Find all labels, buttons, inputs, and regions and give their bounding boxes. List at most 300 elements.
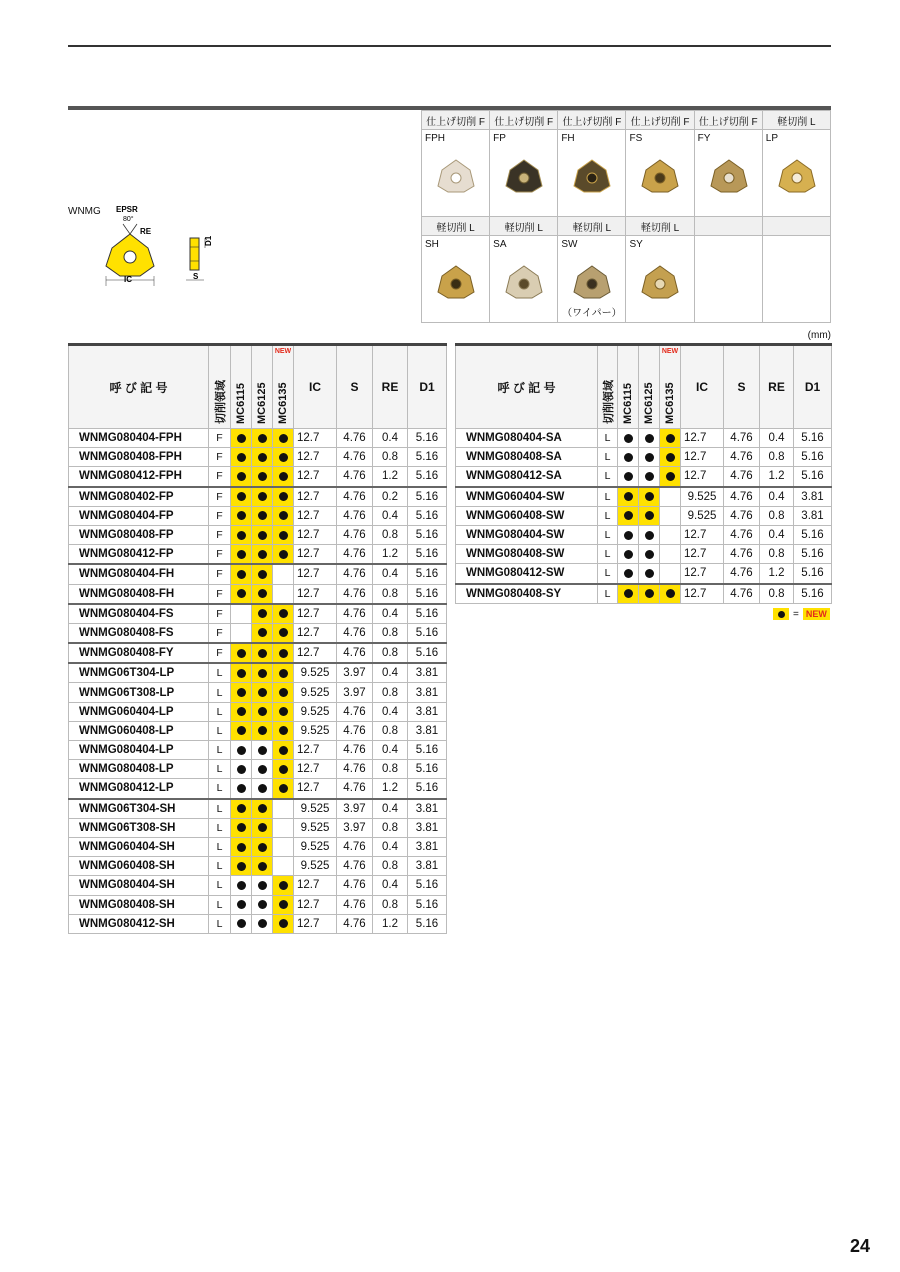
product-code: WNMG080404-FP [69, 506, 209, 525]
grade-availability [252, 584, 273, 604]
d1-value: 5.16 [408, 895, 447, 914]
d1-value: 5.16 [408, 564, 447, 584]
available-dot-icon [279, 746, 288, 755]
product-code: WNMG080412-SA [456, 467, 598, 487]
product-code: WNMG080404-SA [456, 429, 598, 448]
available-dot-icon [237, 492, 246, 501]
d1-value: 3.81 [408, 683, 447, 702]
ic-value: 9.525 [294, 702, 337, 721]
table-row [69, 799, 447, 819]
table-row [69, 895, 447, 914]
available-dot-icon [279, 726, 288, 735]
product-code: WNMG080404-FH [69, 564, 209, 584]
available-dot-icon [237, 765, 246, 774]
available-dot-icon [258, 765, 267, 774]
grade-availability [252, 837, 273, 856]
product-code: WNMG080408-FPH [69, 448, 209, 467]
d1-value: 3.81 [408, 857, 447, 876]
d1-value: 5.16 [794, 584, 832, 604]
product-code: WNMG080408-SA [456, 448, 598, 467]
available-dot-icon [237, 649, 246, 658]
re-value: 0.4 [760, 525, 794, 544]
available-dot-icon [279, 511, 288, 520]
s-value: 4.76 [724, 545, 760, 564]
s-value: 4.76 [337, 525, 373, 544]
available-dot-icon [237, 784, 246, 793]
available-dot-icon [258, 550, 267, 559]
grade-availability [252, 721, 273, 740]
re-value: 1.2 [373, 914, 408, 933]
cutting-region: L [598, 429, 618, 448]
s-value: 4.76 [337, 564, 373, 584]
grade-availability [231, 741, 252, 760]
grade-availability [231, 760, 252, 779]
s-value: 4.76 [337, 545, 373, 565]
available-dot-icon [645, 589, 654, 598]
table-row [69, 818, 447, 837]
d1-value: 5.16 [408, 545, 447, 565]
available-dot-icon [258, 609, 267, 618]
available-dot-icon [645, 531, 654, 540]
grade-availability [231, 643, 252, 663]
grade-availability [618, 467, 639, 487]
available-dot-icon [258, 707, 267, 716]
d1-value: 5.16 [408, 429, 447, 448]
grade-availability [231, 584, 252, 604]
breaker-code: SW [561, 239, 578, 250]
grade-availability [273, 760, 294, 779]
available-dot-icon [279, 707, 288, 716]
available-dot-icon [279, 531, 288, 540]
d1-value: 5.16 [794, 429, 832, 448]
s-value: 4.76 [337, 760, 373, 779]
col-header-name: 呼 び 記 号 [456, 345, 598, 429]
available-dot-icon [279, 609, 288, 618]
grade-availability [660, 487, 681, 507]
grade-availability [618, 448, 639, 467]
s-value: 4.76 [337, 779, 373, 799]
s-value: 4.76 [337, 876, 373, 895]
grade-availability [231, 564, 252, 584]
grade-availability [231, 525, 252, 544]
table-row [69, 525, 447, 544]
grade-availability [660, 564, 681, 584]
d1-value: 5.16 [408, 448, 447, 467]
grade-availability [618, 506, 639, 525]
d1-value: 3.81 [408, 702, 447, 721]
s-value: 4.76 [724, 506, 760, 525]
d1-value: 5.16 [408, 604, 447, 624]
cutting-region: F [209, 643, 231, 663]
re-value: 1.2 [373, 779, 408, 799]
available-dot-icon [237, 746, 246, 755]
available-dot-icon [279, 919, 288, 928]
ic-value: 12.7 [294, 584, 337, 604]
insert-photo-icon [504, 158, 544, 194]
grade-availability [273, 683, 294, 702]
available-dot-icon [258, 900, 267, 909]
d1-value: 5.16 [408, 506, 447, 525]
s-value: 4.76 [724, 429, 760, 448]
table-row [69, 721, 447, 740]
ic-value: 12.7 [294, 487, 337, 507]
s-value: 4.76 [337, 584, 373, 604]
table-row [69, 760, 447, 779]
grade-availability [252, 623, 273, 643]
col-header-d1: D1 [408, 345, 447, 429]
grade-availability [273, 895, 294, 914]
ic-value: 9.525 [294, 683, 337, 702]
d1-value: 5.16 [408, 584, 447, 604]
grade-availability [252, 895, 273, 914]
available-dot-icon [258, 434, 267, 443]
re-value: 1.2 [760, 564, 794, 584]
breaker-code: FPH [425, 133, 445, 144]
available-dot-icon [279, 688, 288, 697]
table-row [69, 876, 447, 895]
grid-header: 仕上げ切削 F [490, 111, 558, 130]
table-row [456, 584, 832, 604]
grade-availability [618, 564, 639, 584]
product-code: WNMG080412-FPH [69, 467, 209, 487]
available-dot-icon [258, 453, 267, 462]
grade-availability [231, 876, 252, 895]
grade-availability [273, 525, 294, 544]
grade-availability [273, 545, 294, 565]
cutting-region: F [209, 525, 231, 544]
grade-availability [660, 429, 681, 448]
available-dot-icon [237, 843, 246, 852]
table-row [69, 741, 447, 760]
available-dot-icon [237, 707, 246, 716]
re-value: 0.8 [373, 818, 408, 837]
grid-header-row-1 [422, 111, 831, 130]
re-value: 0.8 [373, 857, 408, 876]
re-value: 0.4 [373, 506, 408, 525]
available-dot-icon [237, 726, 246, 735]
grid-header: 軽切削 L [490, 217, 558, 236]
cutting-region: L [209, 837, 231, 856]
cutting-region: L [598, 584, 618, 604]
available-dot-icon [645, 550, 654, 559]
grade-availability [273, 584, 294, 604]
col-header-mc6125: MC6125 [252, 345, 273, 429]
cutting-region: F [209, 429, 231, 448]
re-value: 0.4 [373, 741, 408, 760]
cutting-region: L [209, 741, 231, 760]
available-dot-icon [237, 550, 246, 559]
d1-value: 3.81 [408, 721, 447, 740]
d1-value: 5.16 [408, 876, 447, 895]
grade-availability [273, 857, 294, 876]
col-header-mc6135: NEW MC6135 [660, 345, 681, 429]
table-row [69, 584, 447, 604]
table-row [69, 545, 447, 565]
available-dot-icon [258, 843, 267, 852]
d1-value: 5.16 [408, 467, 447, 487]
available-dot-icon [666, 453, 675, 462]
insert-photo-icon [572, 264, 612, 300]
cutting-region: L [209, 857, 231, 876]
table-row [456, 506, 832, 525]
table-row [456, 448, 832, 467]
table-row [69, 837, 447, 856]
grade-availability [231, 702, 252, 721]
ic-value: 12.7 [681, 448, 724, 467]
col-header-name: 呼 び 記 号 [69, 345, 209, 429]
legend-new: NEW [803, 608, 830, 620]
d1-value: 5.16 [408, 914, 447, 933]
grade-availability [252, 429, 273, 448]
grade-availability [639, 545, 660, 564]
grade-availability [252, 467, 273, 487]
product-code: WNMG080412-LP [69, 779, 209, 799]
grade-availability [639, 448, 660, 467]
cutting-region: F [209, 564, 231, 584]
insert-cell-sa [490, 236, 558, 323]
available-dot-icon [237, 919, 246, 928]
grid-image-row-1 [422, 130, 831, 217]
grade-availability [273, 487, 294, 507]
available-dot-icon [258, 746, 267, 755]
cutting-region: L [209, 779, 231, 799]
available-dot-icon [624, 453, 633, 462]
table-row [69, 604, 447, 624]
available-dot-icon [666, 472, 675, 481]
grade-availability [231, 721, 252, 740]
grid-header: 仕上げ切削 F [626, 111, 694, 130]
product-code: WNMG080404-LP [69, 741, 209, 760]
ic-value: 12.7 [294, 429, 337, 448]
insert-photo-icon [572, 158, 612, 194]
re-value: 0.4 [373, 702, 408, 721]
insert-cell-sw [558, 236, 626, 323]
available-dot-icon [666, 434, 675, 443]
col-header-re: RE [760, 345, 794, 429]
available-dot-icon [258, 649, 267, 658]
available-dot-icon [279, 472, 288, 481]
cutting-region: L [598, 545, 618, 564]
breaker-code: FY [697, 133, 711, 144]
unit-label: (mm) [807, 330, 831, 341]
product-code: WNMG080408-FH [69, 584, 209, 604]
available-dot-icon [258, 862, 267, 871]
table-row [69, 914, 447, 933]
grade-availability [231, 779, 252, 799]
available-dot-icon [279, 900, 288, 909]
product-code: WNMG080408-FY [69, 643, 209, 663]
insert-photo-icon [436, 264, 476, 300]
cutting-region: L [598, 487, 618, 507]
ic-value: 12.7 [681, 429, 724, 448]
available-dot-icon [258, 589, 267, 598]
available-dot-icon [624, 569, 633, 578]
available-dot-icon [237, 804, 246, 813]
grade-availability [231, 818, 252, 837]
grade-availability [273, 429, 294, 448]
product-code: WNMG080404-SW [456, 525, 598, 544]
grade-availability [231, 914, 252, 933]
breaker-code: SH [425, 239, 439, 250]
product-code: WNMG080412-SH [69, 914, 209, 933]
ic-value: 12.7 [681, 584, 724, 604]
product-code: WNMG060408-SW [456, 506, 598, 525]
available-dot-icon [258, 688, 267, 697]
available-dot-icon [279, 453, 288, 462]
available-dot-icon [279, 881, 288, 890]
available-dot-icon [258, 570, 267, 579]
available-dot-icon [258, 492, 267, 501]
re-value: 1.2 [373, 467, 408, 487]
grade-availability [231, 604, 252, 624]
cutting-region: F [209, 487, 231, 507]
d1-value: 3.81 [794, 506, 832, 525]
d1-value: 3.81 [408, 799, 447, 819]
angle-label: 80° [123, 216, 134, 223]
grade-availability [231, 837, 252, 856]
cutting-region: L [598, 448, 618, 467]
legend-dot-icon [773, 608, 789, 620]
grade-availability [231, 506, 252, 525]
product-code: WNMG06T308-SH [69, 818, 209, 837]
re-value: 1.2 [373, 545, 408, 565]
cutting-region: F [209, 448, 231, 467]
available-dot-icon [237, 453, 246, 462]
available-dot-icon [237, 511, 246, 520]
ic-value: 9.525 [294, 857, 337, 876]
available-dot-icon [237, 669, 246, 678]
grade-availability [273, 818, 294, 837]
cutting-region: F [209, 467, 231, 487]
product-code: WNMG080412-FP [69, 545, 209, 565]
available-dot-icon [258, 628, 267, 637]
table-row [69, 643, 447, 663]
s-value: 4.76 [337, 914, 373, 933]
cutting-region: L [209, 895, 231, 914]
product-code: WNMG080408-FS [69, 623, 209, 643]
ic-value: 12.7 [294, 467, 337, 487]
table-row [456, 545, 832, 564]
grade-availability [273, 876, 294, 895]
available-dot-icon [279, 784, 288, 793]
s-value: 4.76 [724, 525, 760, 544]
insert-photo-icon [709, 158, 749, 194]
product-code: WNMG060404-SW [456, 487, 598, 507]
s-value: 4.76 [337, 623, 373, 643]
grade-availability [660, 584, 681, 604]
s-value: 4.76 [337, 506, 373, 525]
grade-availability [231, 857, 252, 876]
s-value: 4.76 [337, 448, 373, 467]
grade-availability [231, 429, 252, 448]
grade-availability [639, 467, 660, 487]
legend [773, 608, 830, 620]
available-dot-icon [237, 570, 246, 579]
grade-availability [639, 564, 660, 584]
insert-cell-sh [422, 236, 490, 323]
available-dot-icon [258, 472, 267, 481]
grade-availability [231, 683, 252, 702]
ic-value: 9.525 [681, 506, 724, 525]
available-dot-icon [666, 589, 675, 598]
table-row [69, 623, 447, 643]
insert-photo-icon [640, 158, 680, 194]
col-header-ic: IC [294, 345, 337, 429]
insert-cell-sy [626, 236, 694, 323]
re-value: 0.8 [760, 584, 794, 604]
top-rule [68, 45, 831, 47]
available-dot-icon [237, 688, 246, 697]
s-value: 4.76 [337, 721, 373, 740]
available-dot-icon [645, 453, 654, 462]
s-value: 4.76 [724, 448, 760, 467]
insert-cell-empty [762, 236, 830, 323]
cutting-region: L [598, 506, 618, 525]
insert-cell-fs [626, 130, 694, 217]
insert-cell-fh [558, 130, 626, 217]
re-value: 0.4 [373, 876, 408, 895]
s-value: 4.76 [337, 895, 373, 914]
re-value: 0.8 [373, 525, 408, 544]
s-value: 3.97 [337, 799, 373, 819]
product-code: WNMG080404-SH [69, 876, 209, 895]
available-dot-icon [258, 726, 267, 735]
ic-value: 12.7 [294, 914, 337, 933]
d1-value: 5.16 [408, 487, 447, 507]
ic-value: 12.7 [681, 545, 724, 564]
grade-availability [252, 643, 273, 663]
new-tag: NEW [661, 348, 679, 355]
available-dot-icon [624, 531, 633, 540]
grade-availability [273, 837, 294, 856]
breaker-code: FS [629, 133, 643, 144]
table-header-row [456, 345, 832, 429]
cutting-region: L [598, 564, 618, 584]
available-dot-icon [624, 589, 633, 598]
re-value: 0.4 [373, 663, 408, 683]
available-dot-icon [237, 472, 246, 481]
ic-value: 12.7 [294, 564, 337, 584]
grid-header-row-2 [422, 217, 831, 236]
cutting-region: F [209, 623, 231, 643]
d1-value: 3.81 [408, 818, 447, 837]
cutting-region: L [209, 702, 231, 721]
s-value: 4.76 [337, 857, 373, 876]
grade-availability [639, 584, 660, 604]
s-value: 4.76 [337, 643, 373, 663]
ic-value: 12.7 [294, 876, 337, 895]
insert-geometry-icon [68, 200, 268, 300]
available-dot-icon [258, 881, 267, 890]
grid-header: 仕上げ切削 F [422, 111, 490, 130]
product-code: WNMG060404-LP [69, 702, 209, 721]
product-code: WNMG080408-SY [456, 584, 598, 604]
table-row [69, 448, 447, 467]
grade-availability [618, 429, 639, 448]
cutting-region: L [209, 818, 231, 837]
grade-availability [231, 487, 252, 507]
s-value: 4.76 [724, 487, 760, 507]
product-code: WNMG080408-SH [69, 895, 209, 914]
d1-value: 5.16 [408, 779, 447, 799]
insert-cell-fph [422, 130, 490, 217]
available-dot-icon [237, 434, 246, 443]
available-dot-icon [279, 649, 288, 658]
re-value: 0.4 [373, 799, 408, 819]
table-row [69, 467, 447, 487]
re-value: 0.8 [373, 683, 408, 702]
product-code: WNMG060408-SH [69, 857, 209, 876]
